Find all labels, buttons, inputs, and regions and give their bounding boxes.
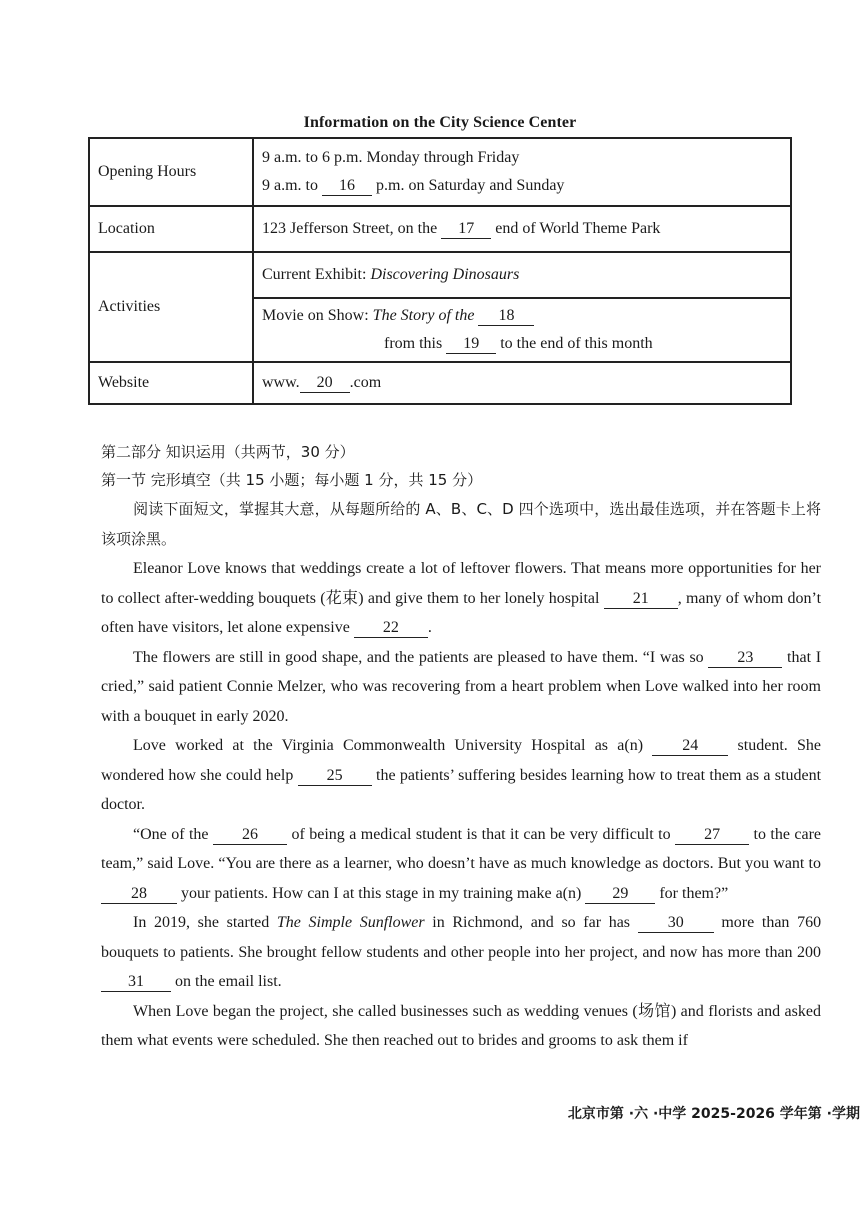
p5-text-c: more than 760 bouquets to patients. She brought fellow students and other people into her project, and now has more than 200 — [101, 914, 822, 961]
website-line — [262, 369, 782, 397]
paragraph-2 — [101, 643, 821, 732]
exhibit-title: Discovering Dinosaurs — [370, 266, 520, 283]
paragraph-5 — [101, 908, 821, 997]
location-text-post: end of World Theme Park — [495, 220, 661, 237]
blank-19: 19 — [446, 335, 496, 354]
p1-text-c: . — [427, 619, 432, 636]
blank-24: 24 — [652, 737, 728, 756]
p4-text-d: your patients. How can I at this stage in my training make a(n) — [181, 884, 582, 902]
blank-25: 25 — [298, 767, 372, 786]
sub-heading: 第一节 完形填空（共 15 小题；每小题 1 分，共 15 分） — [101, 471, 483, 489]
blank-20: 20 — [300, 374, 350, 393]
website-prefix: www. — [262, 374, 300, 391]
p1-text-a: Eleanor Love knows that weddings create a lot of leftover flowers. That means more opportunities for her to collect after-wedding bouquets (花束) and give them to her lonely hospital — [101, 560, 821, 607]
exhibit-label: Current Exhibit: — [262, 266, 367, 283]
p2-text-b: that I cried,” said patient Connie Melzer, who was recovering from a heart problem when Love walked into her room with a bouquet in early 2020. — [101, 648, 822, 725]
blank-16: 16 — [322, 177, 372, 196]
p6-text: When Love began the project, she called businesses such as wedding venues (场馆) and florists and asked them what events were scheduled. She then reached out to brides and grooms to ask them if — [101, 1002, 821, 1049]
blank-27: 27 — [675, 826, 749, 845]
location-line — [262, 215, 782, 243]
value-movie-on-show — [253, 298, 791, 362]
opening-text-pre: 9 a.m. to — [262, 177, 318, 194]
label-website: Website — [89, 362, 253, 404]
p3-text-c: the patients’ suffering besides learning how to treat them as a student doctor. — [101, 766, 822, 813]
movie-line — [262, 302, 782, 330]
table-row-opening-hours — [89, 138, 791, 206]
blank-26: 26 — [213, 826, 287, 845]
opening-text-post: p.m. on Saturday and Sunday — [376, 177, 565, 194]
movie-from-text: from this — [384, 335, 443, 352]
opening-line-weekend — [262, 172, 782, 200]
blank-31: 31 — [101, 973, 171, 992]
movie-label: Movie on Show: — [262, 307, 369, 324]
p3-text-b: student. She wondered how she could help — [101, 737, 822, 784]
table-row-location — [89, 206, 791, 252]
instruction-content: 阅读下面短文，掌握其大意，从每题所给的 A、B、C、D 四个选项中，选出最佳选项，并在答题卡上将该项涂黑。 — [101, 500, 821, 548]
exhibit-line — [262, 261, 782, 289]
blank-23: 23 — [708, 649, 782, 668]
value-current-exhibit — [253, 252, 791, 298]
cloze-section — [101, 438, 821, 1056]
blank-30: 30 — [638, 914, 714, 933]
p5-text-b: in Richmond, and so far has — [432, 914, 631, 931]
label-opening-hours: Opening Hours — [89, 138, 253, 206]
p3-text-a: Love worked at the Virginia Commonwealth University Hospital as a(n) — [133, 737, 644, 754]
page-footer: 北京市第 ·六 ·中学 2025-2026 学年第 ·学期 — [567, 1106, 860, 1122]
value-website — [253, 362, 791, 404]
blank-21: 21 — [604, 590, 678, 609]
blank-22: 22 — [354, 619, 428, 638]
p4-text-b: of being a medical student is that it can be very difficult to — [291, 825, 671, 843]
p5-text-a: In 2019, she started — [133, 914, 270, 931]
part-heading: 第二部分 知识运用（共两节，30 分） — [101, 443, 355, 461]
blank-17: 17 — [441, 220, 491, 239]
p4-text-c: to the care team,” said Love. “You are there as a learner, who doesn’t have as much knowledge as doctors. But you want to — [101, 825, 822, 872]
blank-28: 28 — [101, 885, 177, 904]
location-text-pre: 123 Jefferson Street, on the — [262, 220, 438, 237]
value-location — [253, 206, 791, 252]
label-activities: Activities — [89, 252, 253, 362]
project-title: The Simple Sunflower — [276, 914, 425, 931]
table-row-activities-exhibit — [89, 252, 791, 298]
movie-dates-line — [262, 330, 782, 358]
p2-text-a: The flowers are still in good shape, and the patients are pleased to have them. “I was so — [133, 648, 704, 666]
p4-text-a: “One of the — [133, 825, 209, 843]
p1-text-b: , many of whom don’t often have visitors, let alone expensive — [101, 589, 822, 636]
movie-title: The Story of the — [372, 307, 475, 324]
paragraph-4 — [101, 820, 821, 909]
movie-to-text: to the end of this month — [500, 335, 653, 352]
instruction-text — [101, 494, 821, 554]
label-location: Location — [89, 206, 253, 252]
paragraph-1 — [101, 554, 821, 643]
paragraph-6 — [101, 997, 821, 1056]
value-opening-hours — [253, 138, 791, 206]
blank-18: 18 — [478, 307, 534, 326]
blank-29: 29 — [585, 885, 655, 904]
paragraph-3 — [101, 731, 821, 820]
p4-text-e: for them?” — [659, 884, 729, 902]
table-title: Information on the City Science Center — [303, 114, 577, 131]
website-suffix: .com — [349, 374, 382, 391]
table-row-website — [89, 362, 791, 404]
p5-text-d: on the email list. — [175, 973, 282, 990]
info-table — [88, 137, 792, 405]
opening-line-weekday: 9 a.m. to 6 p.m. Monday through Friday — [262, 149, 520, 166]
